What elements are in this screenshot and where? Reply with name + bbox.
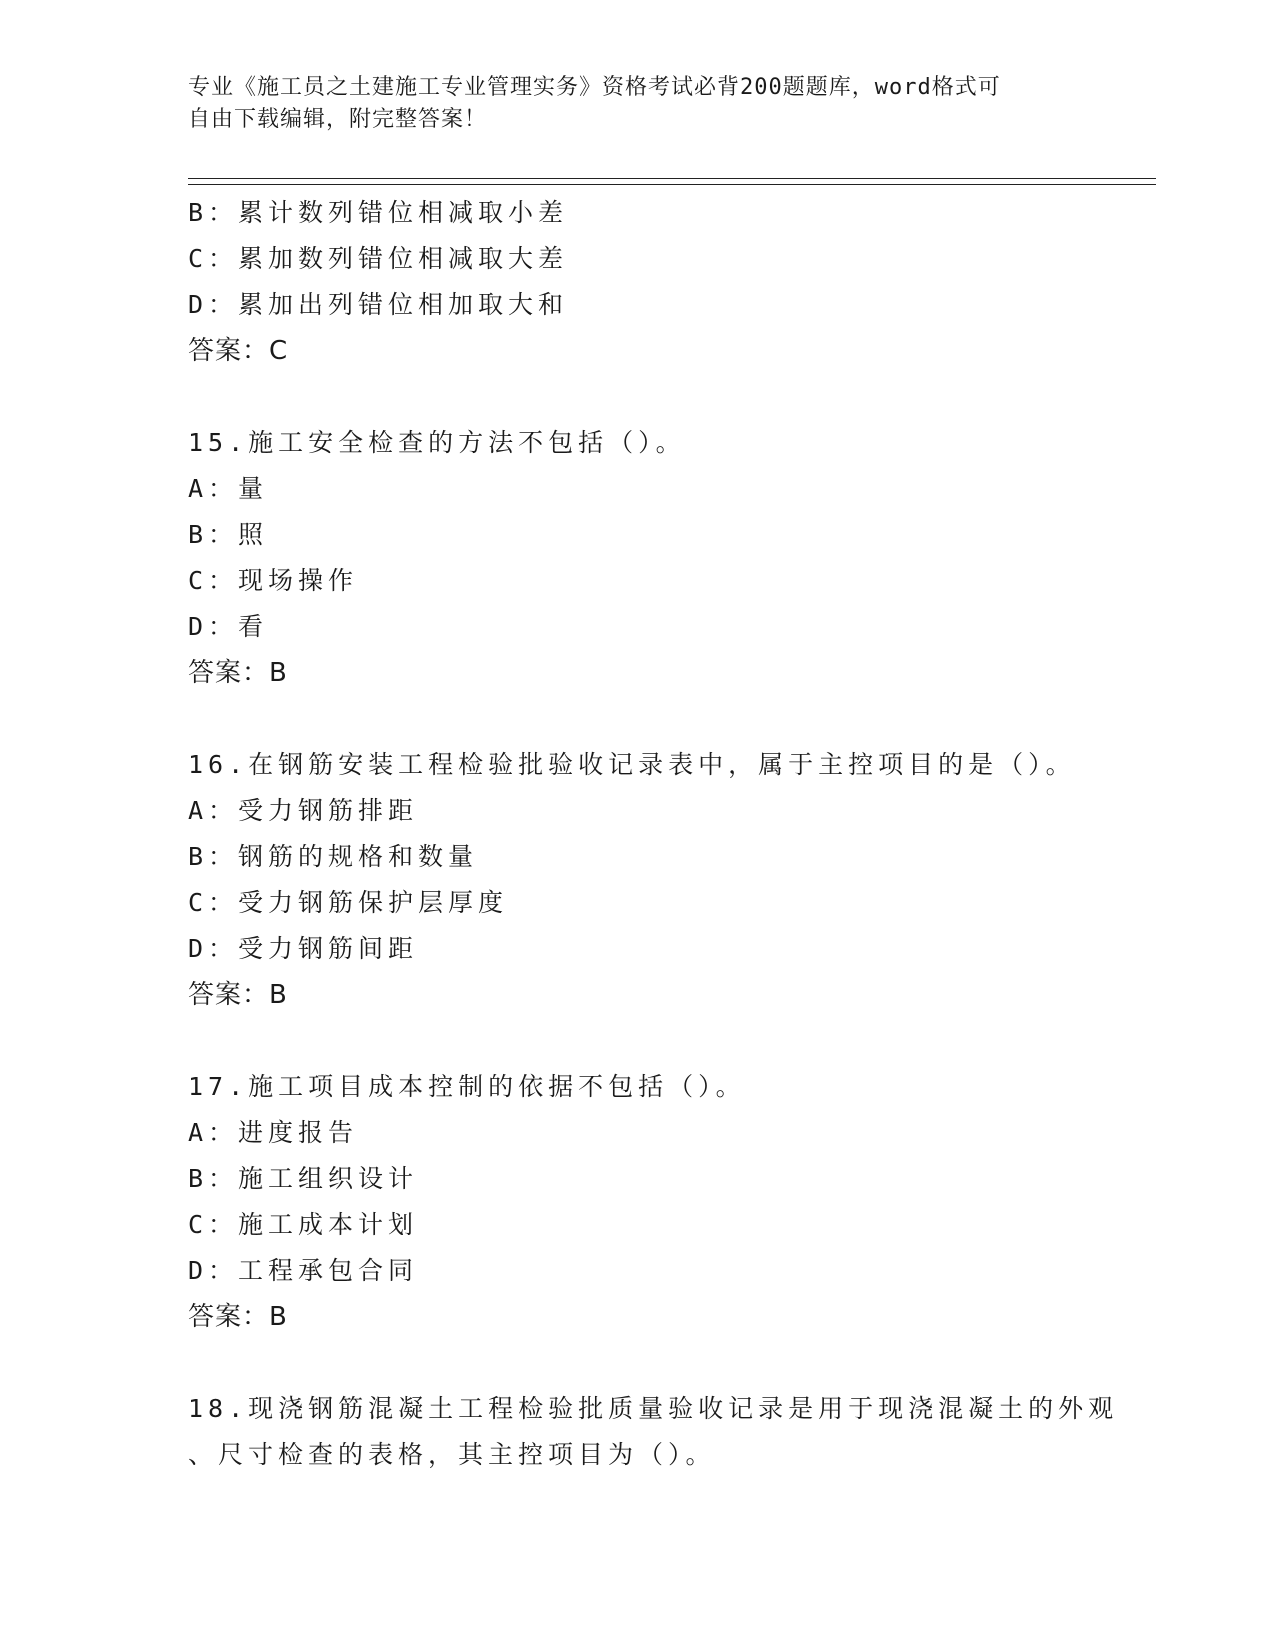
question-16-option-d: D：受力钢筋间距 — [188, 934, 419, 963]
question-14-option-d: D：累加出列错位相加取大和 — [188, 290, 569, 319]
question-17-text: 17.施工项目成本控制的依据不包括（）。 — [188, 1072, 746, 1101]
question-14-block — [188, 190, 1128, 374]
header-title-line-1: 专业《施工员之土建施工专业管理实务》资格考试必背200题题库，word格式可 — [188, 75, 1001, 100]
question-16-text: 16.在钢筋安装工程检验批验收记录表中，属于主控项目的是（）。 — [188, 750, 1076, 779]
question-14-option-b: B：累计数列错位相减取小差 — [188, 198, 569, 227]
header-title-line-2: 自由下载编辑，附完整答案！ — [188, 107, 488, 132]
question-17-option-a: A：进度报告 — [188, 1118, 359, 1147]
spacer — [188, 1340, 1128, 1386]
question-list — [188, 190, 1128, 1478]
question-15-option-b: B：照 — [188, 520, 269, 549]
question-17-answer: 答案：B — [188, 1302, 288, 1332]
question-17-option-d: D：工程承包合同 — [188, 1256, 419, 1285]
question-15-answer: 答案：B — [188, 658, 288, 688]
spacer — [188, 1018, 1128, 1064]
question-16-block — [188, 742, 1128, 1018]
question-17-option-b: B：施工组织设计 — [188, 1164, 419, 1193]
header-divider-top — [188, 178, 1156, 179]
question-16-option-b: B：钢筋的规格和数量 — [188, 842, 479, 871]
question-14-answer: 答案：C — [188, 336, 289, 366]
question-18-text-line-1: 18.现浇钢筋混凝土工程检验批质量验收记录是用于现浇混凝土的外观 — [188, 1394, 1119, 1423]
header-divider-bottom — [188, 184, 1156, 185]
question-17-block — [188, 1064, 1128, 1340]
question-15-option-a: A：量 — [188, 474, 269, 503]
question-18-text-line-2: 、尺寸检查的表格，其主控项目为（）。 — [188, 1440, 716, 1469]
question-15-block — [188, 420, 1128, 696]
spacer — [188, 374, 1128, 420]
question-16-option-a: A：受力钢筋排距 — [188, 796, 419, 825]
spacer — [188, 696, 1128, 742]
question-17-option-c: C：施工成本计划 — [188, 1210, 419, 1239]
document-header — [188, 72, 1068, 136]
question-14-option-c: C：累加数列错位相减取大差 — [188, 244, 569, 273]
question-16-answer: 答案：B — [188, 980, 288, 1010]
question-15-option-d: D：看 — [188, 612, 269, 641]
question-18-block — [188, 1386, 1128, 1478]
question-16-option-c: C：受力钢筋保护层厚度 — [188, 888, 509, 917]
question-15-text: 15.施工安全检查的方法不包括（）。 — [188, 428, 686, 457]
question-15-option-c: C：现场操作 — [188, 566, 359, 595]
